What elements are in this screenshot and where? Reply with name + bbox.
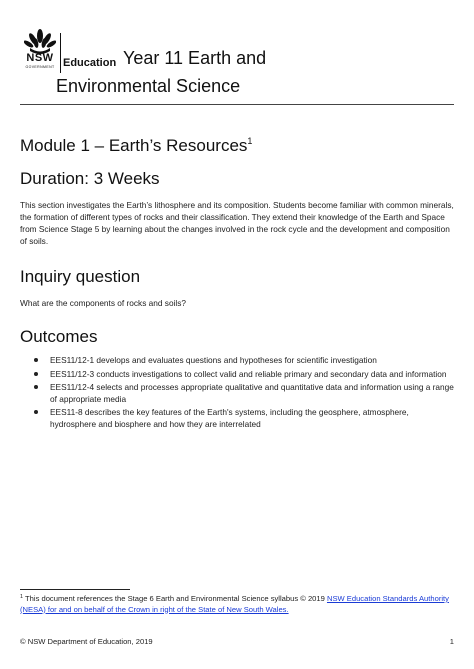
logo-nsw-text: NSW xyxy=(26,52,54,64)
document-title-line-2: Environmental Science xyxy=(56,76,241,96)
outcomes-list xyxy=(34,355,454,432)
outcome-text: EES11/12-4 selects and processes appropriate qualitative and quantitative data and information using a range of appropriate media xyxy=(50,382,454,404)
footnote-text: This document references the Stage 6 Earth and Environmental Science syllabus © 2019 xyxy=(23,594,327,603)
outcome-item xyxy=(34,407,454,430)
document-title-line-1: Year 11 Earth and xyxy=(123,48,267,68)
logo-education-text: Education xyxy=(63,57,117,69)
module-footnote-marker[interactable]: 1 xyxy=(247,136,253,146)
intro-paragraph: This section investigates the Earth’s lithosphere and its composition. Students become familiar with common minerals, the formation of different types of rocks and their classification. They extend their knowledge of the Earth and Space from Science Stage 5 by learning about the changes involved in the rock cycle and the development and composition of soils. xyxy=(20,200,454,246)
footnote-rule xyxy=(20,589,130,590)
module-heading xyxy=(20,130,252,157)
footnote-marker: 1 xyxy=(20,594,24,600)
outcome-text: EES11/12-1 develops and evaluates questions and hypotheses for scientific investigation xyxy=(50,355,377,365)
duration-heading: Duration: 3 Weeks xyxy=(20,169,160,188)
bullet-icon xyxy=(34,358,38,362)
bullet-icon xyxy=(34,410,38,414)
outcomes-heading: Outcomes xyxy=(20,327,98,346)
logo-divider xyxy=(60,33,61,73)
outcome-text: EES11-8 describes the key features of the Earth's systems, including the geosphere, atmosphere, hydrosphere and biosphere and how they are interrelated xyxy=(50,407,409,429)
footnote xyxy=(20,592,454,615)
inquiry-question-text: What are the components of rocks and soils? xyxy=(20,298,187,308)
page-number: 1 xyxy=(449,637,454,646)
nesa-link[interactable]: NSW Education Standards Authority (NESA) for and on behalf of the Crown in right of the State of New South Wales. xyxy=(20,594,449,614)
outcome-item xyxy=(34,355,454,367)
nsw-government-logo xyxy=(20,28,60,72)
module-heading-text: Module 1 – Earth’s Resources xyxy=(20,136,248,155)
logo-government-text: GOVERNMENT xyxy=(25,65,55,69)
outcome-item xyxy=(34,369,454,381)
page-header xyxy=(20,28,456,100)
bullet-icon xyxy=(34,385,38,389)
footer-copyright: © NSW Department of Education, 2019 xyxy=(20,637,153,646)
outcome-text: EES11/12-3 conducts investigations to collect valid and reliable primary and secondary data and information xyxy=(50,368,447,379)
outcome-item xyxy=(34,382,454,405)
header-rule xyxy=(20,104,454,105)
inquiry-heading: Inquiry question xyxy=(20,267,141,286)
bullet-icon xyxy=(34,372,38,376)
